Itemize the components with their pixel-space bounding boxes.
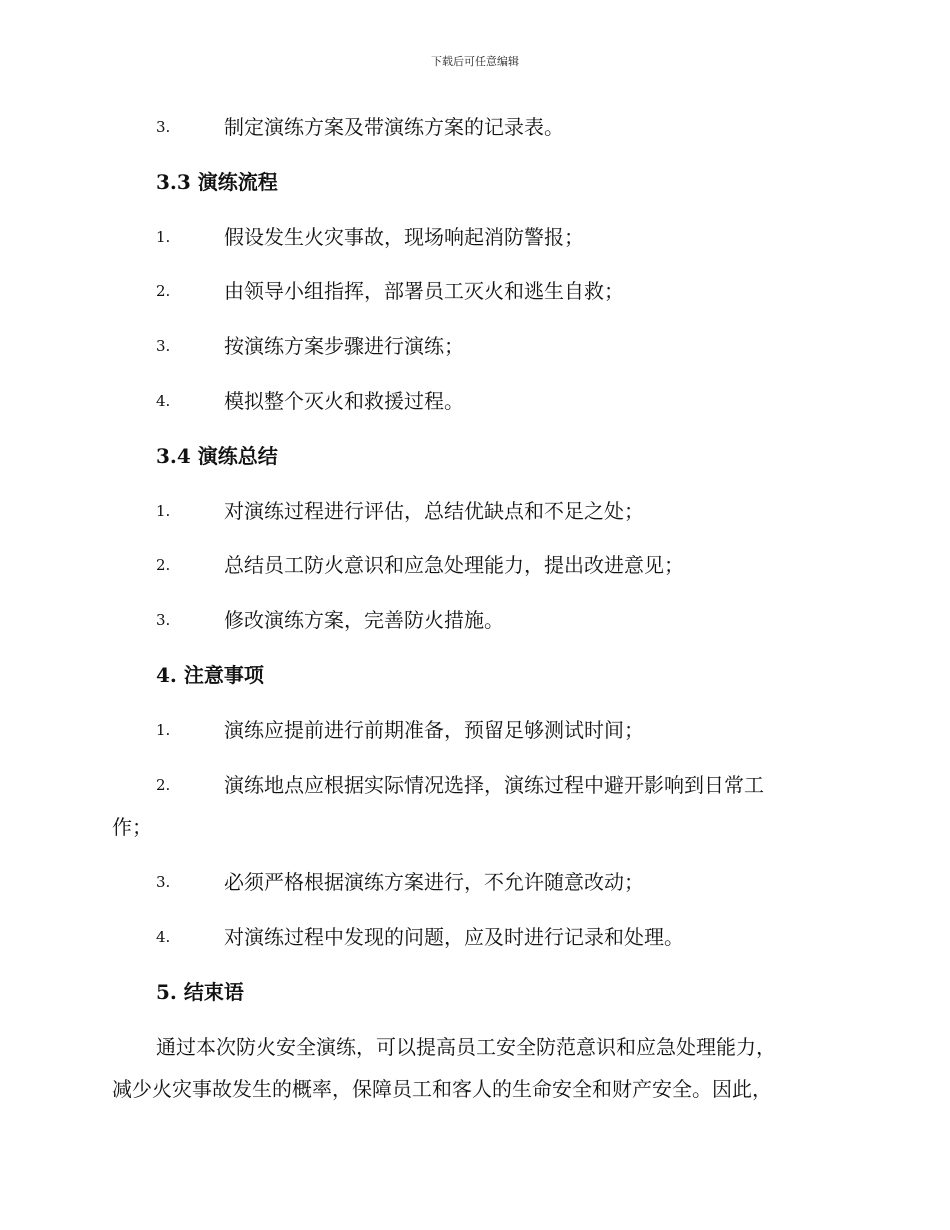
list-item-continuation: 作；: [112, 815, 152, 839]
section-heading-drill-process: 3.3 演练流程: [156, 170, 278, 194]
list-item-number: 1.: [156, 228, 171, 246]
section-heading-precautions: 4. 注意事项: [156, 663, 264, 687]
list-item-number: 2.: [156, 556, 171, 574]
list-item-text: 总结员工防火意识和应急处理能力，提出改进意见；: [224, 553, 684, 577]
list-item-number: 1.: [156, 721, 171, 739]
list-item-number: 3.: [156, 873, 171, 891]
list-item-number: 2.: [156, 776, 171, 794]
list-item-text: 按演练方案步骤进行演练；: [224, 334, 464, 358]
page-header: 下载后可任意编辑: [431, 55, 519, 68]
list-item-number: 3.: [156, 611, 171, 629]
list-item-text: 演练应提前进行前期准备，预留足够测试时间；: [224, 718, 644, 742]
list-item-number: 2.: [156, 282, 171, 300]
list-item-text: 必须严格根据演练方案进行，不允许随意改动；: [224, 870, 644, 894]
list-item-number: 1.: [156, 502, 171, 520]
list-item-text: 由领导小组指挥，部署员工灭火和逃生自救；: [224, 279, 624, 303]
list-item-text: 对演练过程进行评估，总结优缺点和不足之处；: [224, 499, 644, 523]
section-heading-conclusion: 5. 结束语: [156, 980, 244, 1004]
list-item-text: 演练地点应根据实际情况选择，演练过程中避开影响到日常工: [224, 773, 764, 797]
list-item-text: 修改演练方案，完善防火措施。: [224, 608, 504, 632]
list-item-number: 4.: [156, 392, 171, 410]
list-item-text: 对演练过程中发现的问题，应及时进行记录和处理。: [224, 925, 684, 949]
list-item-text: 模拟整个灭火和救援过程。: [224, 389, 464, 413]
section-heading-drill-summary: 3.4 演练总结: [156, 444, 278, 468]
list-item-text: 假设发生火灾事故，现场响起消防警报；: [224, 225, 584, 249]
list-item-number: 3.: [156, 118, 171, 136]
list-item-number: 4.: [156, 928, 171, 946]
list-item-number: 3.: [156, 337, 171, 355]
list-item-text: 制定演练方案及带演练方案的记录表。: [224, 115, 564, 139]
paragraph-line: 通过本次防火安全演练，可以提高员工安全防范意识和应急处理能力，: [156, 1035, 776, 1059]
paragraph-line: 减少火灾事故发生的概率，保障员工和客人的生命安全和财产安全。因此，: [112, 1077, 772, 1101]
